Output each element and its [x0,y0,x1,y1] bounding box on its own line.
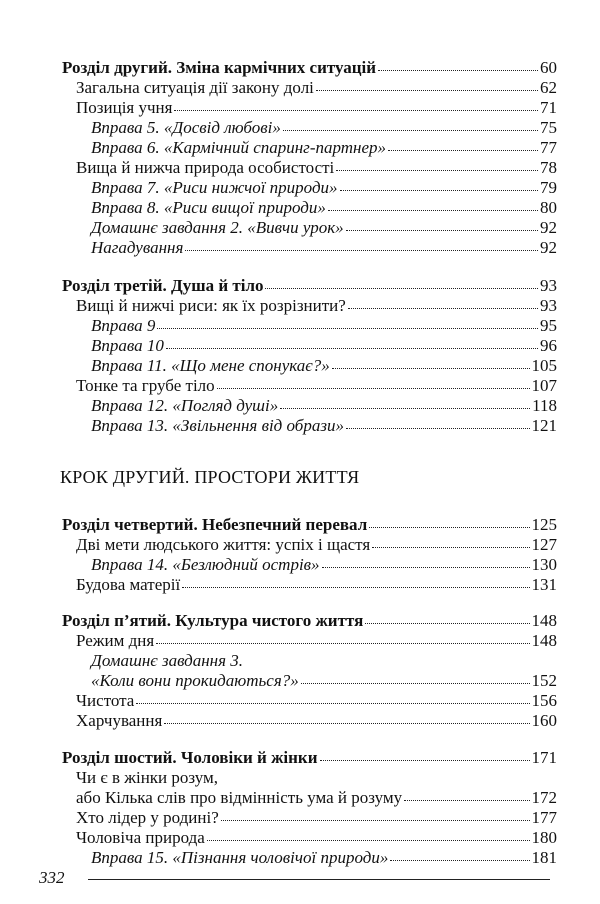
toc-exercise-entry: Вправа 9 95 [91,316,557,335]
toc-entry: Режим дня 148 [76,631,557,650]
toc-entry: Вищі й нижчі риси: як їх розрізнити? 93 [76,296,557,315]
toc-exercise-entry: Вправа 5. «Досвід любові» 75 [91,118,557,137]
toc-section-heading: Розділ третій. Душа й тіло 93 [62,276,557,295]
footer-rule [88,879,550,880]
toc-exercise-entry: Вправа 12. «Погляд душі» 118 [91,396,557,415]
toc-entry: Дві мети людського життя: успіх і щастя 127 [76,535,557,554]
toc-entry: Чоловіча природа 180 [76,828,557,847]
toc-section-heading: Розділ четвертий. Небезпечний перевал 125 [62,515,557,534]
toc-entry: або Кілька слів про відмінність ума й розуму 172 [76,788,557,807]
toc-entry: Тонке та грубе тіло 107 [76,376,557,395]
toc-exercise-entry: Вправа 10 96 [91,336,557,355]
toc-exercise-entry: Вправа 13. «Звільнення від образи» 121 [91,416,557,435]
toc-exercise-entry: Вправа 11. «Що мене спонукає?» 105 [91,356,557,375]
toc-entry: Харчування 160 [76,711,557,730]
toc-entry: Загальна ситуація дії закону долі 62 [76,78,557,97]
toc-entry-title-line: Чи є в жінки розум, [76,768,219,787]
toc-entry: Будова матерії 131 [76,575,557,594]
toc-reminder-entry: Нагадування 92 [91,238,557,257]
toc-section-heading: Розділ шостий. Чоловіки й жінки 171 [62,748,557,767]
toc-section-heading: Розділ другий. Зміна кармічних ситуацій 60 [62,58,557,77]
toc-homework-entry: Домашнє завдання 2. «Вивчи урок» 92 [91,218,557,237]
toc-entry: Чистота 156 [76,691,557,710]
toc-exercise-entry: Вправа 8. «Риси вищої природи» 80 [91,198,557,217]
toc-exercise-entry: Вправа 6. «Кармічний спаринг-партнер» 77 [91,138,557,157]
toc-exercise-entry: Вправа 14. «Безлюдний острів» 130 [91,555,557,574]
toc-homework-title-line: Домашнє завдання 3. [91,651,244,670]
toc-entry: Хто лідер у родині? 177 [76,808,557,827]
toc-exercise-entry: Вправа 7. «Риси нижчої природи» 79 [91,178,557,197]
toc-homework-entry: «Коли вони прокидаються?» 152 [91,671,557,690]
toc-entry: Позиція учня 71 [76,98,557,117]
toc-exercise-entry: Вправа 15. «Пізнання чоловічої природи» 181 [91,848,557,867]
toc-section-heading: Розділ п’ятий. Культура чистого життя 148 [62,611,557,630]
step-heading: КРОК ДРУГИЙ. ПРОСТОРИ ЖИТТЯ [60,467,360,487]
page-number: 332 [39,868,65,887]
toc-entry: Вища й нижча природа особистості 78 [76,158,557,177]
